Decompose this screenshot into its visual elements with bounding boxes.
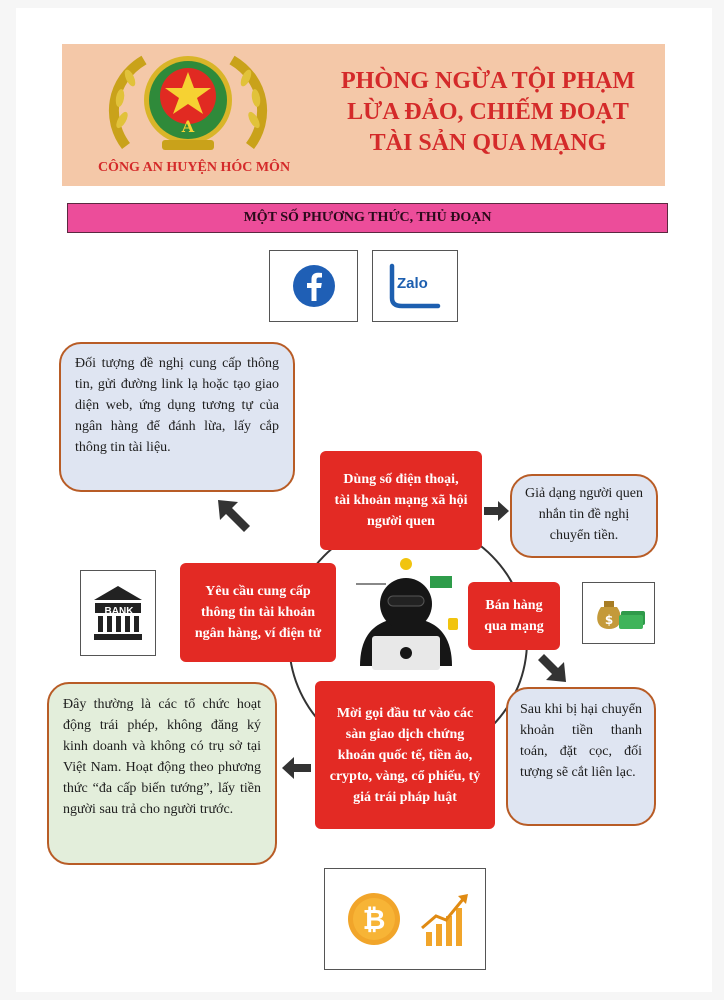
poster-title xyxy=(318,66,658,159)
bank-text: BANK xyxy=(104,606,134,617)
money-logo-box xyxy=(582,582,655,644)
svg-text:₿: ₿ xyxy=(362,903,386,936)
police-emblem-icon xyxy=(106,50,270,154)
arrow-right-icon xyxy=(484,500,510,522)
bubble-fake-acquaintance: Giả dạng người quen nhắn tin đề nghị chuyển tiền. xyxy=(510,474,658,558)
title-line-1: PHÒNG NGỪA TỘI PHẠM xyxy=(341,68,635,94)
facebook-icon xyxy=(291,263,337,309)
money-bag-icon xyxy=(591,593,647,633)
zalo-logo-box xyxy=(372,250,458,322)
bank-logo-box xyxy=(80,570,156,656)
arrow-up-left-icon xyxy=(214,496,254,538)
svg-text:$: $ xyxy=(604,613,613,627)
bitcoin-icon xyxy=(340,884,470,954)
box-illegal-investment: Mời gọi đầu tư vào các sàn giao dịch chứng khoán quốc tế, tiền ảo, crypto, vàng, cổ phiếu, tỷ giá trái pháp luật xyxy=(315,681,495,829)
title-line-2: LỪA ĐẢO, CHIẾM ĐOẠT xyxy=(347,99,629,125)
agency-name: CÔNG AN HUYỆN HÓC MÔN xyxy=(97,160,291,175)
box-online-sales: Bán hàng qua mạng xyxy=(468,582,560,650)
bubble-fake-bank-link: Đối tượng đề nghị cung cấp thông tin, gửi đường link lạ hoặc tạo giao diện web, ứng dụng tương tự của ngân hàng để đánh lừa, lấy cắp thông tin tài liệu. xyxy=(59,342,295,492)
arrow-down-right-icon xyxy=(534,650,570,686)
crypto-logo-box xyxy=(324,868,486,970)
facebook-logo-box xyxy=(269,250,358,322)
title-line-3: TÀI SẢN QUA MẠNG xyxy=(369,130,607,156)
bubble-cut-contact: Sau khi bị hại chuyển khoản tiền thanh toán, đặt cọc, đối tượng sẽ cắt liên lạc. xyxy=(506,687,656,826)
arrow-left-icon xyxy=(281,756,311,780)
box-request-bank-info: Yêu cầu cung cấp thông tin tài khoản ngân hàng, ví điện tử xyxy=(180,563,336,662)
svg-text:A: A xyxy=(181,117,195,136)
box-impersonate-contacts: Dùng số điện thoại, tài khoản mạng xã hội người quen xyxy=(320,451,482,550)
section-banner: MỘT SỐ PHƯƠNG THỨC, THỦ ĐOẠN xyxy=(67,203,668,233)
bubble-illegal-organizations: Đây thường là các tổ chức hoạt động trái phép, không đăng ký kinh doanh và không có trụ sở tại Việt Nam. Hoạt động theo phương thức “đa cấp biến tướng”, lấy tiền người sau trả cho người trước. xyxy=(47,682,277,865)
zalo-text: Zalo xyxy=(397,275,428,292)
hacker-icon xyxy=(336,556,476,674)
